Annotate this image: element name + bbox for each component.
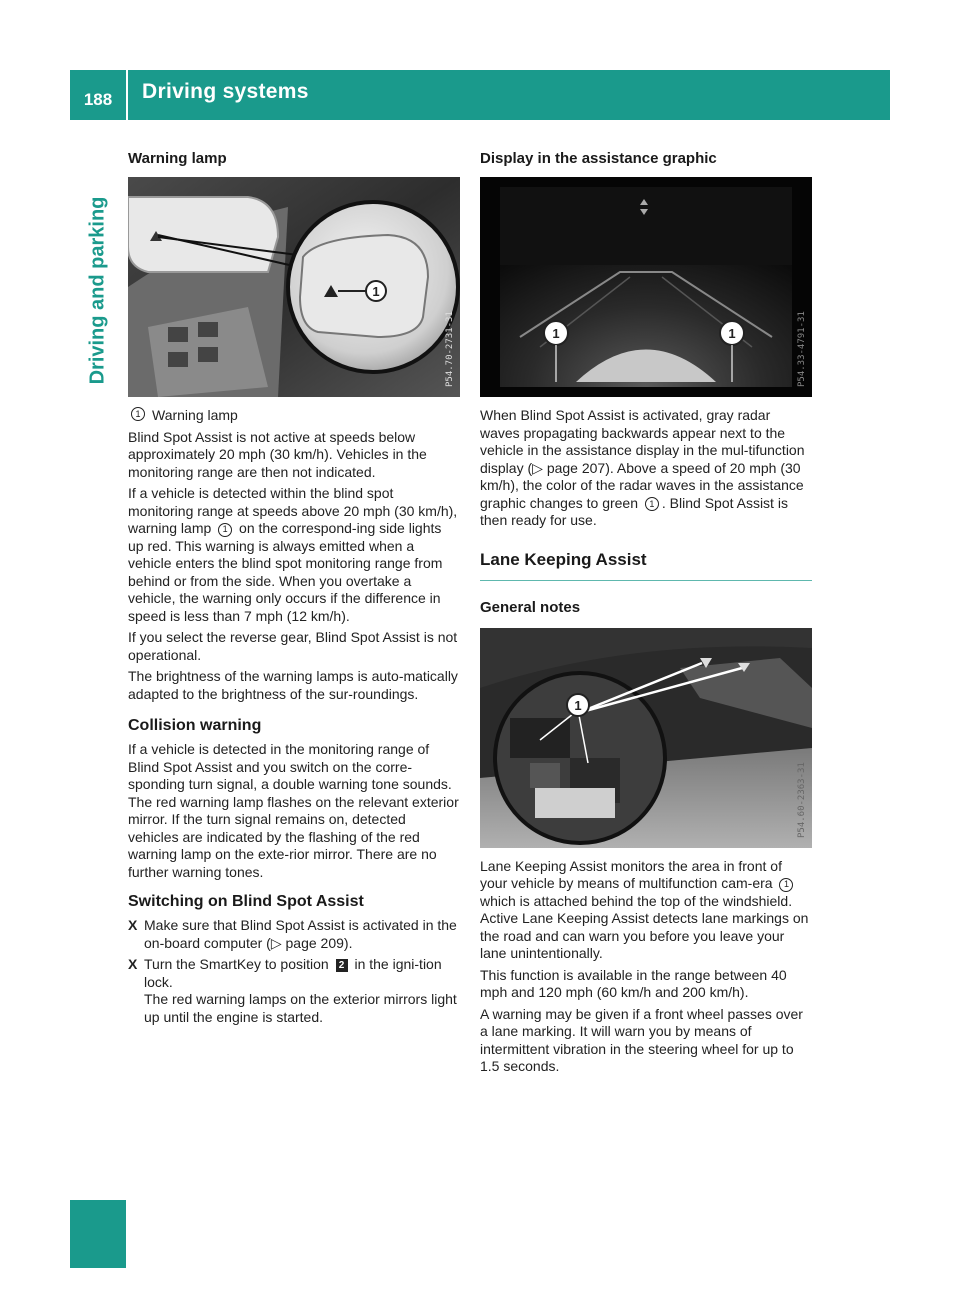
switching-on-heading: Switching on Blind Spot Assist xyxy=(128,893,364,910)
paragraph-brightness: The brightness of the warning lamps is auto-matically adapted to the brightness of the sur-roundings. xyxy=(128,668,458,702)
general-notes-heading: General notes xyxy=(480,598,581,616)
bullet-arrow-icon: X xyxy=(128,917,138,933)
paragraph-radar-waves: When Blind Spot Assist is activated, gray radar waves propagating backwards appear next to the vehicle in the assistance display in the mul-tifunction display (▷ page 207). Above a speed of 20 mph (30 km/h), the color of the radar waves in the assistance graphic changes to green 1 . Blind Spot Assist is then ready for use. xyxy=(480,407,805,528)
paragraph-reverse-gear: If you select the reverse gear, Blind Spot Assist is not operational. xyxy=(128,629,458,663)
side-tab-marker xyxy=(70,1200,126,1268)
caption-number-icon: 1 xyxy=(131,407,145,421)
inline-number-icon: 1 xyxy=(779,878,793,892)
figure1-code: P54.70-2731-31 xyxy=(445,311,455,387)
paragraph-range: This function is available in the range between 40 mph and 120 mph (60 km/h and 200 km/h). xyxy=(480,966,787,1000)
right-column xyxy=(480,150,812,1080)
figure1-callout: 1 xyxy=(372,284,380,299)
chapter-title: Driving systems xyxy=(142,80,309,103)
paragraph-collision: If a vehicle is detected in the monitoring range of Blind Spot Assist and you switch on the corre-sponding turn signal, a double warning tone sounds. The red warning lamp flashes on the relevant exterior mirror. If the turn signal remains on, detected vehicles are indicated by the flashing of the red warning lamp on the exte-rior mirror. There are no further warning tones. xyxy=(128,741,459,880)
assistance-graphic-figure xyxy=(480,177,812,397)
paragraph-speed-below: Blind Spot Assist is not active at speeds below approximately 20 mph (30 km/h). Vehicles in the monitoring range are then not indicated. xyxy=(128,428,427,480)
paragraph-detected: If a vehicle is detected within the blind spot monitoring range at speeds above 20 mph (30 km/h), warning lamp 1 on the correspond-ing side lights up red. This warning is always emitted when a vehicle enters the blind spot monitoring range from behind or from the side. When you overtake a vehicle, the warning only occurs if the difference in speed is less than 7 mph (12 km/h). xyxy=(128,485,458,624)
key-position-icon: 2 xyxy=(336,959,348,972)
left-column xyxy=(128,150,460,1030)
figure2-code: P54.33-4791-31 xyxy=(797,311,807,387)
collision-warning-heading: Collision warning xyxy=(128,717,262,734)
side-tab-label: Driving and parking xyxy=(86,196,109,384)
header-divider xyxy=(126,70,128,120)
section-rule xyxy=(480,580,812,581)
caption-text: Warning lamp xyxy=(152,407,238,423)
figure3-code: P54.60-2363-31 xyxy=(797,761,807,838)
lane-keeping-heading: Lane Keeping Assist xyxy=(480,549,647,569)
page-ref-icon: ▷ xyxy=(270,934,282,951)
figure1-caption xyxy=(128,407,460,429)
paragraph-warning: A warning may be given if a front wheel passes over a lane marking. It will warn you by means of intermittent vibration in the steering wheel for up to 1.5 seconds. xyxy=(480,1005,803,1074)
inline-number-icon: 1 xyxy=(218,523,232,537)
inline-number-icon: 1 xyxy=(645,497,659,511)
page-ref-icon: ▷ xyxy=(532,459,543,476)
page-number: 188 xyxy=(83,90,113,109)
instruction-bullet: X Make sure that Blind Spot Assist is activated in the on-board computer (▷ page 209). xyxy=(128,917,457,951)
figure3-callout: 1 xyxy=(574,697,582,713)
paragraph-monitors: Lane Keeping Assist monitors the area in front of your vehicle by means of multifunction cam-era 1 which is attached behind the top of the windshield. Active Lane Keeping Assist detects lane markings on the road and can warn you before you leave your lane unintentionally. xyxy=(480,857,809,961)
bullet-arrow-icon: X xyxy=(128,956,138,972)
figure2-callout-right: 1 xyxy=(728,326,736,341)
display-assistance-heading: Display in the assistance graphic xyxy=(480,150,717,167)
windshield-camera-figure xyxy=(480,628,812,848)
instruction-bullet: X Turn the SmartKey to position 2 in the igni-tion lock. The red warning lamps on the exterior mirrors light up until the engine is started. xyxy=(128,956,457,1025)
side-tab-label-wrap xyxy=(70,120,126,460)
warning-lamp-heading: Warning lamp xyxy=(128,150,227,167)
mirror-warning-lamp-figure xyxy=(128,177,460,397)
figure2-callout-left: 1 xyxy=(552,326,560,341)
